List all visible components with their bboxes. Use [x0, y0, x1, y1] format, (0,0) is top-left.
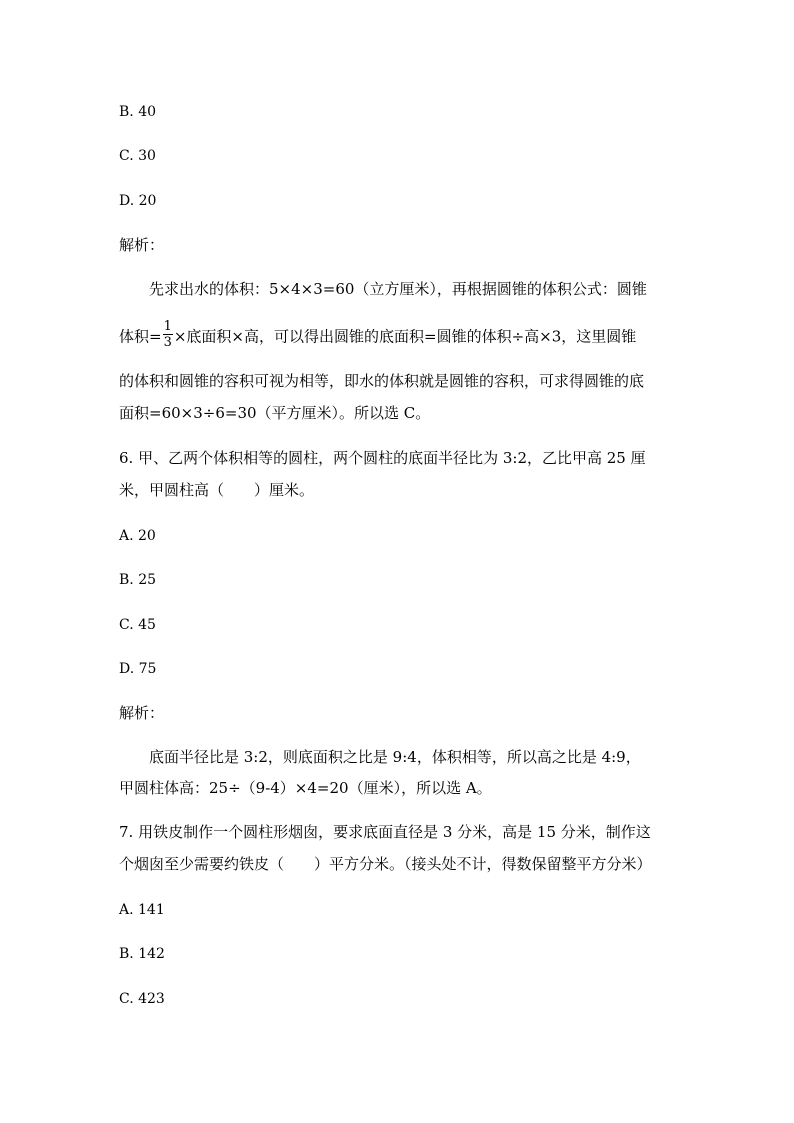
one-third-fraction	[163, 320, 173, 349]
q7-option-c: C. 423	[119, 991, 165, 1007]
fraction-denominator: 3	[163, 335, 172, 350]
q7-option-b: B. 142	[119, 946, 165, 962]
q5-analysis-line-3: 的体积和圆锥的容积可视为相等，即水的体积就是圆锥的容积，可求得圆锥的底	[119, 372, 645, 390]
q6-analysis-line-1: 底面半径比是 3:2，则底面积之比是 9:4，体积相等，所以高之比是 4:9，	[149, 748, 641, 766]
q7-option-a: A. 141	[119, 902, 165, 918]
q5-analysis-label: 解析：	[119, 236, 165, 254]
q6-option-d: D. 75	[119, 661, 157, 677]
q6-analysis-label: 解析：	[119, 704, 165, 722]
q6-option-a: A. 20	[119, 528, 156, 544]
q6-option-c: C. 45	[119, 617, 156, 633]
q7-question-line-1: 7. 用铁皮制作一个圆柱形烟囱，要求底面直径是 3 分米，高是 15 分米，制作这	[119, 823, 651, 841]
q5-option-c: C. 30	[119, 148, 156, 164]
q5-option-b: B. 40	[119, 104, 157, 120]
fraction-numerator: 1	[163, 319, 172, 334]
q5-analysis-line-1: 先求出水的体积：5×4×3=60（立方厘米），再根据圆锥的体积公式：圆锥	[149, 280, 647, 298]
q7-question-line-2: 个烟囱至少需要约铁皮（ ）平方分米。（接头处不计，得数保留整平方分米）	[119, 855, 652, 873]
q5-option-d: D. 20	[119, 193, 157, 209]
q5-analysis-line-2-post: ×底面积×高，可以得出圆锥的底面积=圆锥的体积÷高×3，这里圆锥	[173, 327, 637, 346]
q5-analysis-line-2	[119, 319, 637, 352]
q6-question-line-1: 6. 甲、乙两个体积相等的圆柱，两个圆柱的底面半径比为 3:2，乙比甲高 25 厘	[119, 449, 646, 467]
q6-analysis-line-2: 甲圆柱体高：25÷（9-4）×4=20（厘米），所以选 A。	[119, 779, 492, 797]
q6-question-line-2: 米，甲圆柱高（ ）厘米。	[119, 481, 315, 499]
q5-analysis-line-4: 面积=60×3÷6=30（平方厘米）。所以选 C。	[119, 404, 431, 422]
q6-option-b: B. 25	[119, 572, 157, 588]
q5-analysis-line-2-pre: 体积=	[119, 327, 162, 346]
